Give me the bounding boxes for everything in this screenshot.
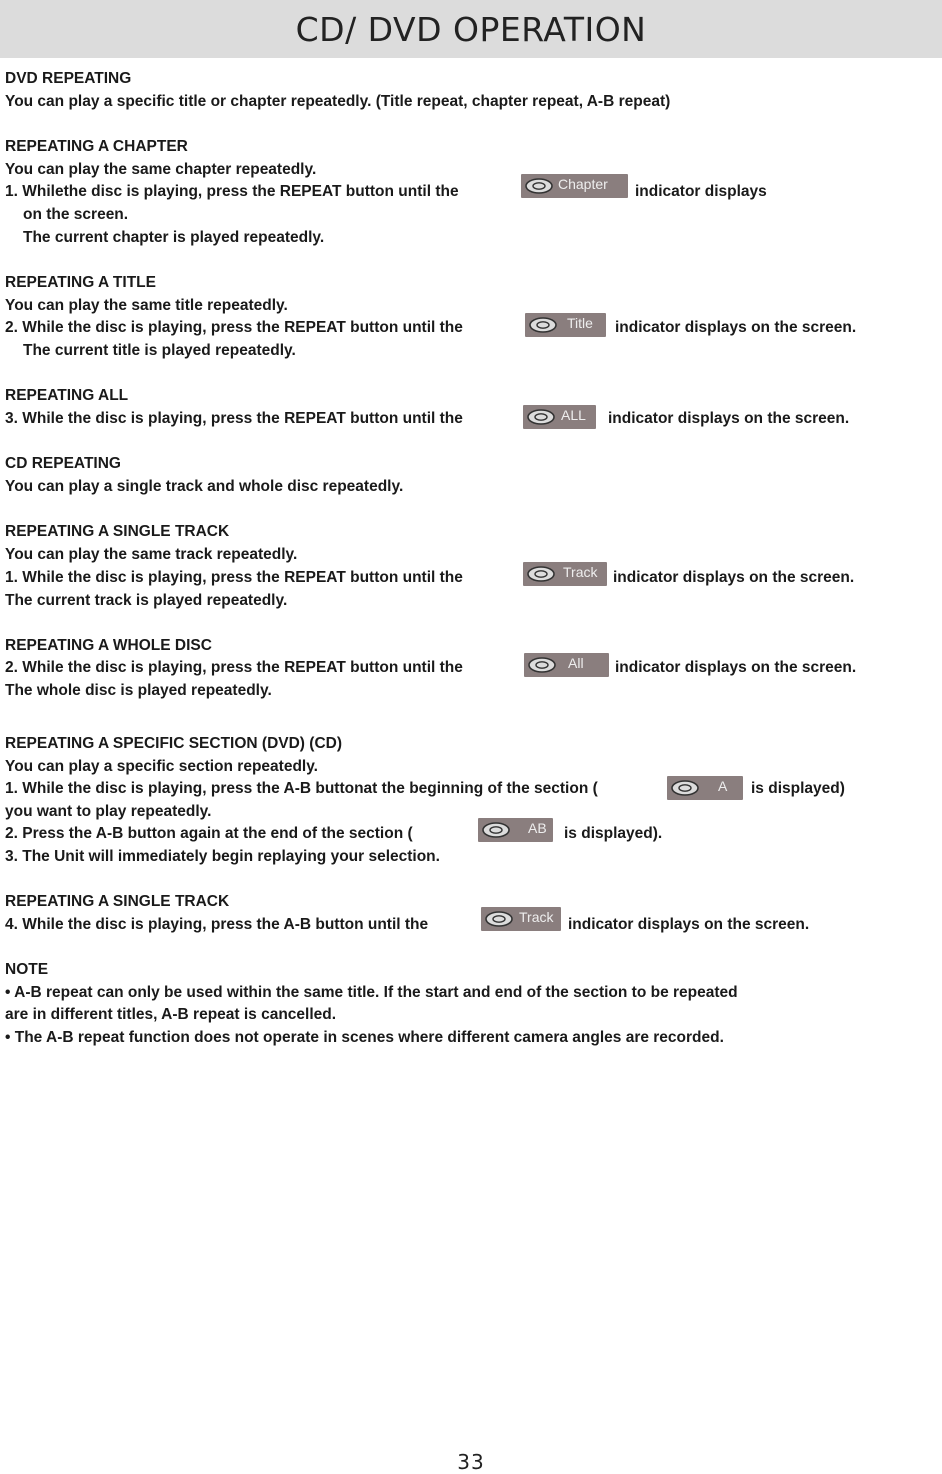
single-track-step-1-cont: indicator displays on the screen. bbox=[613, 569, 855, 586]
chapter-step-1-screen: on the screen. bbox=[23, 206, 129, 223]
a-point-indicator bbox=[667, 776, 743, 800]
section-heading-single-track-ab: REPEATING A SINGLE TRACK bbox=[5, 893, 230, 910]
chapter-intro: You can play the same chapter repeatedly. bbox=[5, 161, 317, 178]
single-track-step-1: 1. While the disc is playing, press the REPEAT button until the bbox=[5, 569, 463, 586]
note-bullet-1: • A-B repeat can only be used within the same title. If the start and end of the section to be repeated bbox=[5, 984, 738, 1001]
section-step-2: 2. Press the A-B button again at the end of the section ( bbox=[5, 825, 413, 842]
indicator-label: Track bbox=[519, 909, 554, 925]
indicator-label: Chapter bbox=[558, 176, 608, 192]
page-title: CD/ DVD OPERATION bbox=[295, 10, 647, 49]
single-track-ab-step-4: 4. While the disc is playing, press the A-B button until the bbox=[5, 916, 429, 933]
section-step-3: 3. The Unit will immediately begin replaying your selection. bbox=[5, 848, 440, 865]
all-disc-repeat-indicator bbox=[524, 653, 609, 677]
all-step-3-cont: indicator displays on the screen. bbox=[608, 410, 850, 427]
chapter-step-1-result: The current chapter is played repeatedly. bbox=[23, 229, 325, 246]
page-header bbox=[0, 0, 942, 58]
title-repeat-indicator bbox=[525, 313, 606, 337]
section-heading-specific-section: REPEATING A SPECIFIC SECTION (DVD) (CD) bbox=[5, 735, 342, 752]
note-bullet-1-cont: are in different titles, A-B repeat is cancelled. bbox=[5, 1006, 337, 1023]
page-number: 33 bbox=[457, 1450, 485, 1474]
single-track-result: The current track is played repeatedly. bbox=[5, 592, 288, 609]
title-step-2-cont: indicator displays on the screen. bbox=[615, 319, 857, 336]
section-step-1-tail: you want to play repeatedly. bbox=[5, 803, 212, 820]
track-ab-indicator bbox=[481, 907, 561, 931]
section-heading-dvd-repeating: DVD REPEATING bbox=[5, 70, 132, 87]
single-track-intro: You can play the same track repeatedly. bbox=[5, 546, 298, 563]
section-heading-all: REPEATING ALL bbox=[5, 387, 129, 404]
repeat-disc-icon bbox=[526, 565, 556, 583]
repeat-disc-icon bbox=[524, 177, 554, 195]
title-intro: You can play the same title repeatedly. bbox=[5, 297, 288, 314]
repeat-disc-icon bbox=[526, 408, 556, 426]
section-heading-cd-repeating: CD REPEATING bbox=[5, 455, 121, 472]
chapter-repeat-indicator bbox=[521, 174, 628, 198]
section-heading-single-track: REPEATING A SINGLE TRACK bbox=[5, 523, 230, 540]
indicator-label: All bbox=[568, 655, 584, 671]
whole-disc-result: The whole disc is played repeatedly. bbox=[5, 682, 272, 699]
all-step-3: 3. While the disc is playing, press the REPEAT button until the bbox=[5, 410, 463, 427]
whole-disc-step-2: 2. While the disc is playing, press the REPEAT button until the bbox=[5, 659, 463, 676]
repeat-disc-icon bbox=[481, 821, 511, 839]
repeat-disc-icon bbox=[484, 910, 514, 928]
all-repeat-indicator bbox=[523, 405, 596, 429]
chapter-step-1-cont: indicator displays bbox=[635, 183, 767, 200]
repeat-disc-icon bbox=[670, 779, 700, 797]
section-step-1: 1. While the disc is playing, press the A-B buttonat the beginning of the section ( bbox=[5, 780, 598, 797]
indicator-label: Track bbox=[563, 564, 598, 580]
repeat-disc-icon bbox=[528, 316, 558, 334]
section-heading-chapter: REPEATING A CHAPTER bbox=[5, 138, 188, 155]
single-track-ab-step-4-cont: indicator displays on the screen. bbox=[568, 916, 810, 933]
section-heading-note: NOTE bbox=[5, 961, 49, 978]
section-step-1-cont: is displayed) bbox=[751, 780, 845, 797]
cd-repeating-intro: You can play a single track and whole disc repeatedly. bbox=[5, 478, 404, 495]
whole-disc-step-2-cont: indicator displays on the screen. bbox=[615, 659, 857, 676]
indicator-label: A bbox=[718, 778, 728, 794]
dvd-repeating-intro: You can play a specific title or chapter repeatedly. (Title repeat, chapter repeat, A-B repeat) bbox=[5, 93, 671, 110]
repeat-disc-icon bbox=[527, 656, 557, 674]
section-heading-title: REPEATING A TITLE bbox=[5, 274, 156, 291]
section-intro: You can play a specific section repeatedly. bbox=[5, 758, 318, 775]
indicator-label: AB bbox=[528, 820, 547, 836]
note-bullet-2: • The A-B repeat function does not operate in scenes where different camera angles are recorded. bbox=[5, 1029, 724, 1046]
indicator-label: Title bbox=[567, 315, 593, 331]
section-step-2-cont: is displayed). bbox=[564, 825, 663, 842]
ab-indicator bbox=[478, 818, 553, 842]
section-heading-whole-disc: REPEATING A WHOLE DISC bbox=[5, 637, 212, 654]
track-repeat-indicator bbox=[523, 562, 607, 586]
chapter-step-1: 1. Whilethe disc is playing, press the REPEAT button until the bbox=[5, 183, 459, 200]
indicator-label: ALL bbox=[561, 407, 586, 423]
title-step-2: 2. While the disc is playing, press the REPEAT button until the bbox=[5, 319, 463, 336]
title-step-2-result: The current title is played repeatedly. bbox=[23, 342, 296, 359]
